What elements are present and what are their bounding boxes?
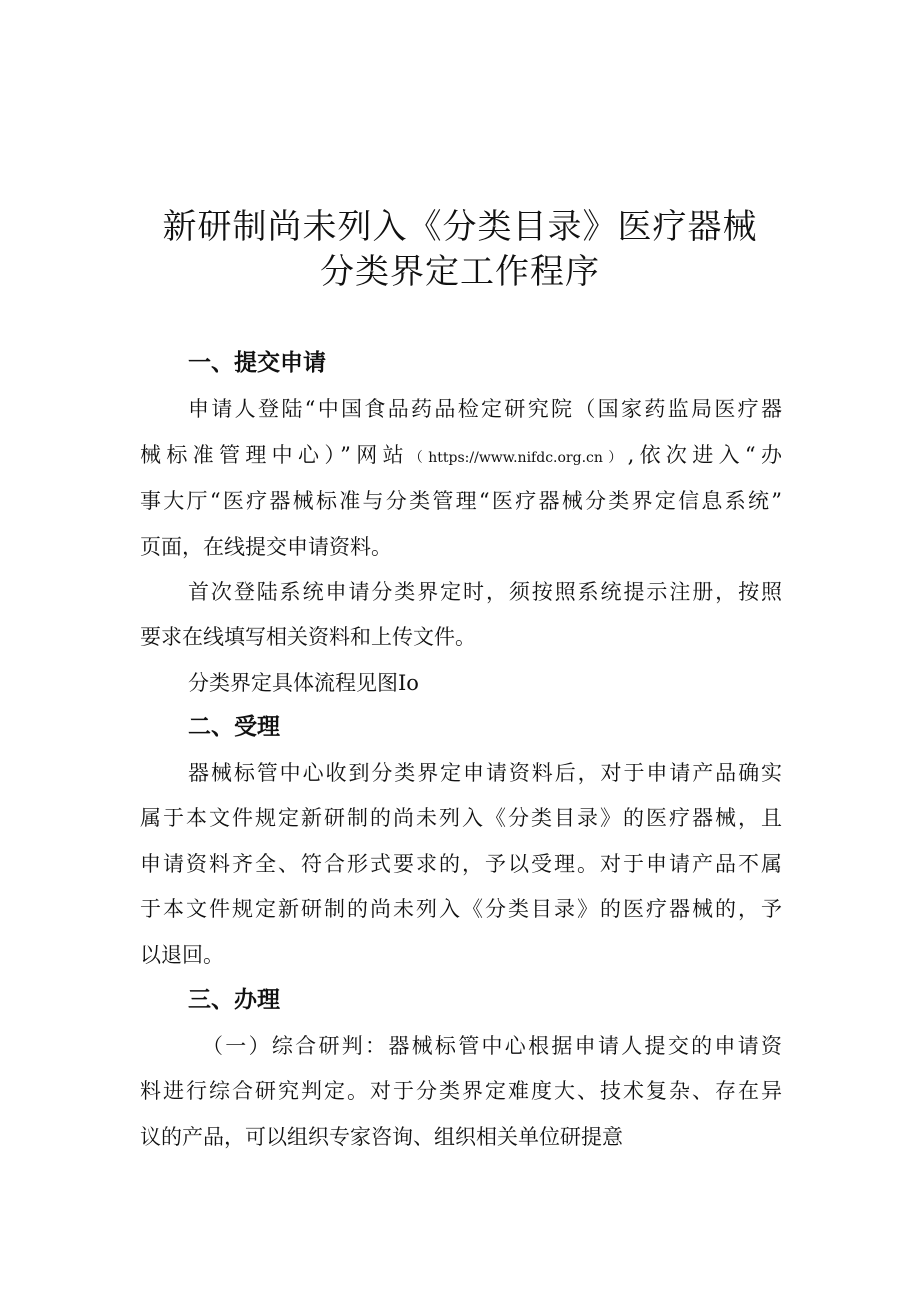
document-title-line-1: 新研制尚未列入《分类目录》医疗器械 [162,207,758,247]
paragraph-line [140,440,782,473]
paragraph-line: 器械标管中心收到分类界定申请资料后，对于申请产品确实 [188,761,782,785]
paragraph-line: 以退回。 [140,943,224,967]
section-heading-submit: 一、提交申请 [188,350,326,376]
paragraph-line: 申请人登陆“中国食品药品检定研究院（国家药监局医疗器 [188,397,782,421]
paragraph-line: 议的产品，可以组织专家咨询、组织相关单位研提意 [140,1125,623,1149]
paragraph-line: 属于本文件规定新研制的尚未列入《分类目录》的医疗器械，且 [140,806,782,830]
paragraph-line: 首次登陆系统申请分类界定时，须按照系统提示注册，按照 [188,580,782,604]
paragraph-line: 申请资料齐全、符合形式要求的，予以受理。对于申请产品不属 [140,852,782,876]
paragraph-line: 页面，在线提交申请资料。 [140,535,392,559]
website-url: （https://www.nifdc.org.cn） [408,450,628,466]
paragraph-line: 于本文件规定新研制的尚未列入《分类目录》的医疗器械的，予 [140,897,782,921]
paragraph-line: 要求在线填写相关资料和上传文件。 [140,625,476,649]
document-title-line-2: 分类界定工作程序 [320,252,600,292]
paragraph-text: ,依次进入“办 [627,443,782,467]
paragraph-line: 事大厅“医疗器械标准与分类管理“医疗器械分类界定信息系统” [140,489,782,513]
section-heading-accept: 二、受理 [188,714,280,740]
section-heading-handle: 三、办理 [188,987,280,1013]
paragraph-text: 械标准管理中心）”网站 [140,443,409,467]
paragraph-line: 料进行综合研究判定。对于分类界定难度大、技术复杂、存在异 [140,1079,782,1103]
paragraph-line: 分类界定具体流程见图Io [188,671,419,695]
paragraph-line: （一）综合研判：器械标管中心根据申请人提交的申请资 [202,1034,782,1058]
